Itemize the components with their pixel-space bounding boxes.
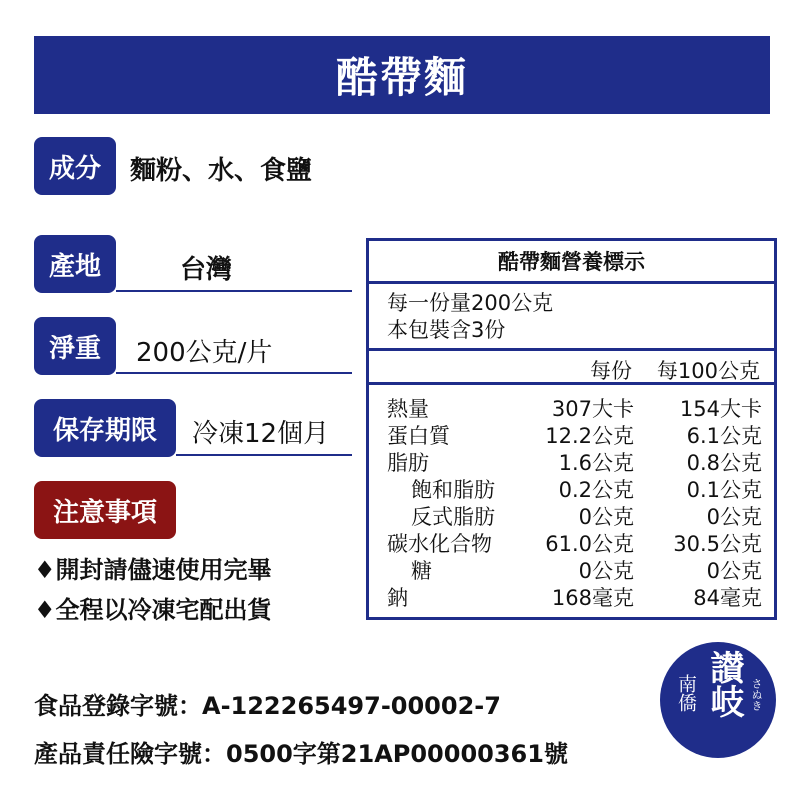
per-100g-value: 0公克 (706, 559, 762, 583)
nutrition-title: 酷帶麵營養標示 (369, 241, 774, 284)
net-weight-underline (116, 372, 352, 374)
brand-logo (660, 642, 776, 758)
notice-item: ♦開封請儘速使用完畢 (34, 556, 272, 584)
nutrition-row (369, 420, 774, 447)
nutrition-row (369, 582, 774, 609)
ingredients-label: 成分 (34, 137, 116, 195)
nutrient-name: 飽和脂肪 (411, 478, 495, 502)
per-100g-value: 0.8公克 (686, 451, 762, 475)
food-registration-number: 食品登錄字號：A-122265497-00002-7 (34, 692, 501, 720)
shelf-life-value: 冷凍12個月 (192, 419, 330, 449)
shelf-life-label: 保存期限 (34, 399, 176, 457)
servings-per-package: 本包裝含3份 (387, 318, 506, 342)
origin-label: 產地 (34, 235, 116, 293)
shelf-life-underline (176, 454, 352, 456)
nutrient-name: 鈉 (387, 586, 408, 610)
per-100g-value: 6.1公克 (686, 424, 762, 448)
col-per-serving: 每份 (590, 359, 632, 383)
nutrient-name: 蛋白質 (387, 424, 450, 448)
nutrient-name: 反式脂肪 (411, 505, 495, 529)
liability-insurance-number: 產品責任險字號：0500字第21AP00000361號 (34, 740, 568, 768)
per-serving-value: 1.6公克 (558, 451, 634, 475)
logo-main-text: 讃岐 (704, 650, 744, 718)
per-serving-value: 307大卡 (551, 397, 634, 421)
per-serving-value: 168毫克 (551, 586, 634, 610)
nutrition-column-headers (369, 351, 774, 385)
nutrient-name: 脂肪 (387, 451, 429, 475)
per-serving-value: 12.2公克 (545, 424, 634, 448)
per-serving-value: 61.0公克 (545, 532, 634, 556)
nutrition-row (369, 555, 774, 582)
net-weight-label: 淨重 (34, 317, 116, 375)
nutrition-rows (369, 385, 774, 609)
notice-item: ♦全程以冷凍宅配出貨 (34, 596, 272, 624)
per-serving-value: 0公克 (578, 505, 634, 529)
notice-label: 注意事項 (34, 481, 176, 539)
per-100g-value: 154大卡 (679, 397, 762, 421)
nutrition-row (369, 474, 774, 501)
nutrition-row (369, 528, 774, 555)
per-100g-value: 0公克 (706, 505, 762, 529)
nutrition-table (366, 238, 777, 620)
net-weight-value: 200公克/片 (136, 338, 273, 368)
origin-value: 台灣 (180, 255, 233, 285)
per-100g-value: 84毫克 (693, 586, 762, 610)
serving-size: 每一份量200公克 (387, 291, 554, 315)
nutrition-row (369, 393, 774, 420)
origin-underline (116, 290, 352, 292)
per-100g-value: 30.5公克 (673, 532, 762, 556)
nutrient-name: 糖 (411, 559, 432, 583)
product-title: 酷帶麵 (34, 36, 770, 114)
nutrition-row (369, 501, 774, 528)
nutrient-name: 碳水化合物 (387, 532, 492, 556)
col-per-100g: 每100公克 (656, 359, 760, 383)
logo-sub-text: 南僑 (675, 674, 697, 712)
nutrition-row (369, 447, 774, 474)
per-100g-value: 0.1公克 (686, 478, 762, 502)
nutrient-name: 熱量 (387, 397, 429, 421)
logo-kana-text: さぬき (750, 678, 763, 711)
per-serving-value: 0公克 (578, 559, 634, 583)
ingredients-value: 麵粉、水、食鹽 (130, 156, 313, 186)
per-serving-value: 0.2公克 (558, 478, 634, 502)
nutrition-serving (369, 284, 774, 351)
